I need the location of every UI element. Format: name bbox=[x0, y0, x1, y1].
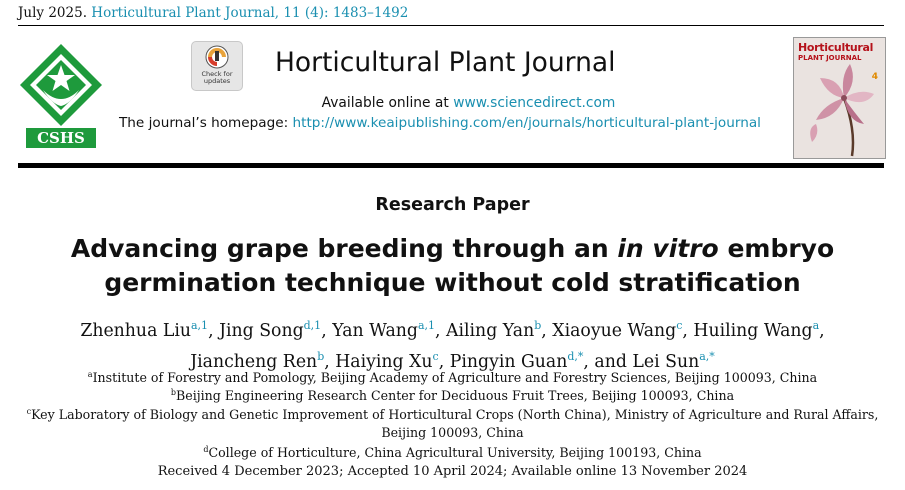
cover-issue: 4 bbox=[871, 72, 878, 82]
author-sep: , bbox=[541, 320, 553, 341]
check-updates-icon bbox=[192, 42, 242, 72]
author-sep: , bbox=[819, 320, 825, 341]
author-name: Jiancheng Ren bbox=[190, 351, 318, 372]
cover-title: Horticultural bbox=[798, 41, 874, 54]
citation-line bbox=[18, 5, 408, 21]
author-sup[interactable]: b bbox=[317, 349, 325, 363]
article-title bbox=[20, 232, 885, 300]
author-sep: , bbox=[682, 320, 694, 341]
available-prefix: Available online at bbox=[321, 95, 449, 111]
title-part-2: embryo germination technique without cold stratification bbox=[104, 234, 835, 297]
citation-journal-link[interactable]: Horticultural Plant Journal, 11 (4): 1483–1492 bbox=[91, 5, 409, 21]
affiliation-b bbox=[10, 384, 895, 405]
author-name: Xiaoyue Wang bbox=[552, 320, 677, 341]
affiliation-key: d bbox=[203, 445, 209, 454]
journal-cover bbox=[793, 37, 886, 159]
affiliation-text: Institute of Forestry and Pomology, Beijing Academy of Agriculture and Forestry Sciences, Beijing 100093, China bbox=[92, 370, 818, 386]
title-italic: in vitro bbox=[617, 234, 719, 263]
citation-prefix: July 2025. bbox=[18, 5, 87, 21]
author-sup[interactable]: c bbox=[432, 349, 439, 363]
magnolia-flower-icon bbox=[794, 38, 885, 158]
author-name: Huiling Wang bbox=[693, 320, 813, 341]
affiliation-key: b bbox=[170, 388, 177, 397]
journal-homepage bbox=[119, 115, 761, 131]
author-sep: , bbox=[208, 320, 220, 341]
author-sep: , and bbox=[583, 351, 633, 372]
author-name: Pingyin Guan bbox=[449, 351, 568, 372]
author-sup[interactable]: a,* bbox=[699, 349, 715, 363]
author-sep: , bbox=[324, 351, 336, 372]
sciencedirect-link[interactable]: www.sciencedirect.com bbox=[453, 95, 616, 111]
author-sup[interactable]: b bbox=[534, 319, 542, 332]
header-rule bbox=[18, 163, 884, 168]
author-sup[interactable]: a,1 bbox=[417, 319, 435, 332]
author-sup[interactable]: d,1 bbox=[303, 319, 322, 332]
journal-name: Horticultural Plant Journal bbox=[275, 47, 616, 78]
author-sup[interactable]: a,1 bbox=[191, 319, 209, 332]
homepage-prefix: The journal’s homepage: bbox=[119, 115, 289, 131]
author-name: Lei Sun bbox=[632, 351, 700, 372]
author-name: Ailing Yan bbox=[446, 320, 535, 341]
author-name: Haiying Xu bbox=[335, 351, 433, 372]
author-sup[interactable]: d,* bbox=[567, 349, 584, 363]
affiliation-d bbox=[10, 441, 895, 462]
affiliation-text: Beijing Engineering Research Center for Deciduous Fruit Trees, Beijing 100093, China bbox=[176, 388, 735, 404]
title-part-1: Advancing grape breeding through an bbox=[70, 234, 618, 263]
affiliation-c bbox=[10, 403, 895, 442]
article-dates: Received 4 December 2023; Accepted 10 April 2024; Available online 13 November 2024 bbox=[157, 464, 748, 479]
author-sup[interactable]: a bbox=[812, 319, 820, 332]
author-name: Zhenhua Liu bbox=[80, 320, 191, 341]
affiliation-text: College of Horticulture, China Agricultural University, Beijing 100193, China bbox=[208, 445, 702, 461]
svg-text:CSHS: CSHS bbox=[37, 129, 85, 147]
top-rule bbox=[18, 25, 884, 26]
author-name: Jing Song bbox=[219, 320, 304, 341]
homepage-link[interactable]: http://www.keaipublishing.com/en/journals/horticultural-plant-journal bbox=[292, 115, 761, 131]
author-sup[interactable]: c bbox=[676, 319, 683, 332]
affiliation-key: c bbox=[26, 407, 32, 416]
check-updates-label: Check for updates bbox=[201, 70, 233, 85]
author-name: Yan Wang bbox=[332, 320, 418, 341]
author-sep: , bbox=[438, 351, 450, 372]
author-sep: , bbox=[321, 320, 333, 341]
article-type: Research Paper bbox=[375, 195, 530, 215]
cover-subtitle: PLANT JOURNAL bbox=[798, 54, 862, 62]
available-online bbox=[0, 95, 905, 111]
author-sep: , bbox=[435, 320, 446, 341]
affiliation-text: Key Laboratory of Biology and Genetic Improvement of Horticultural Crops (North China), Ministry of Agriculture and Rural Affairs, Beijing 100093, China bbox=[31, 407, 879, 441]
affiliation-key: a bbox=[87, 370, 93, 379]
check-for-updates-button[interactable] bbox=[191, 41, 243, 91]
